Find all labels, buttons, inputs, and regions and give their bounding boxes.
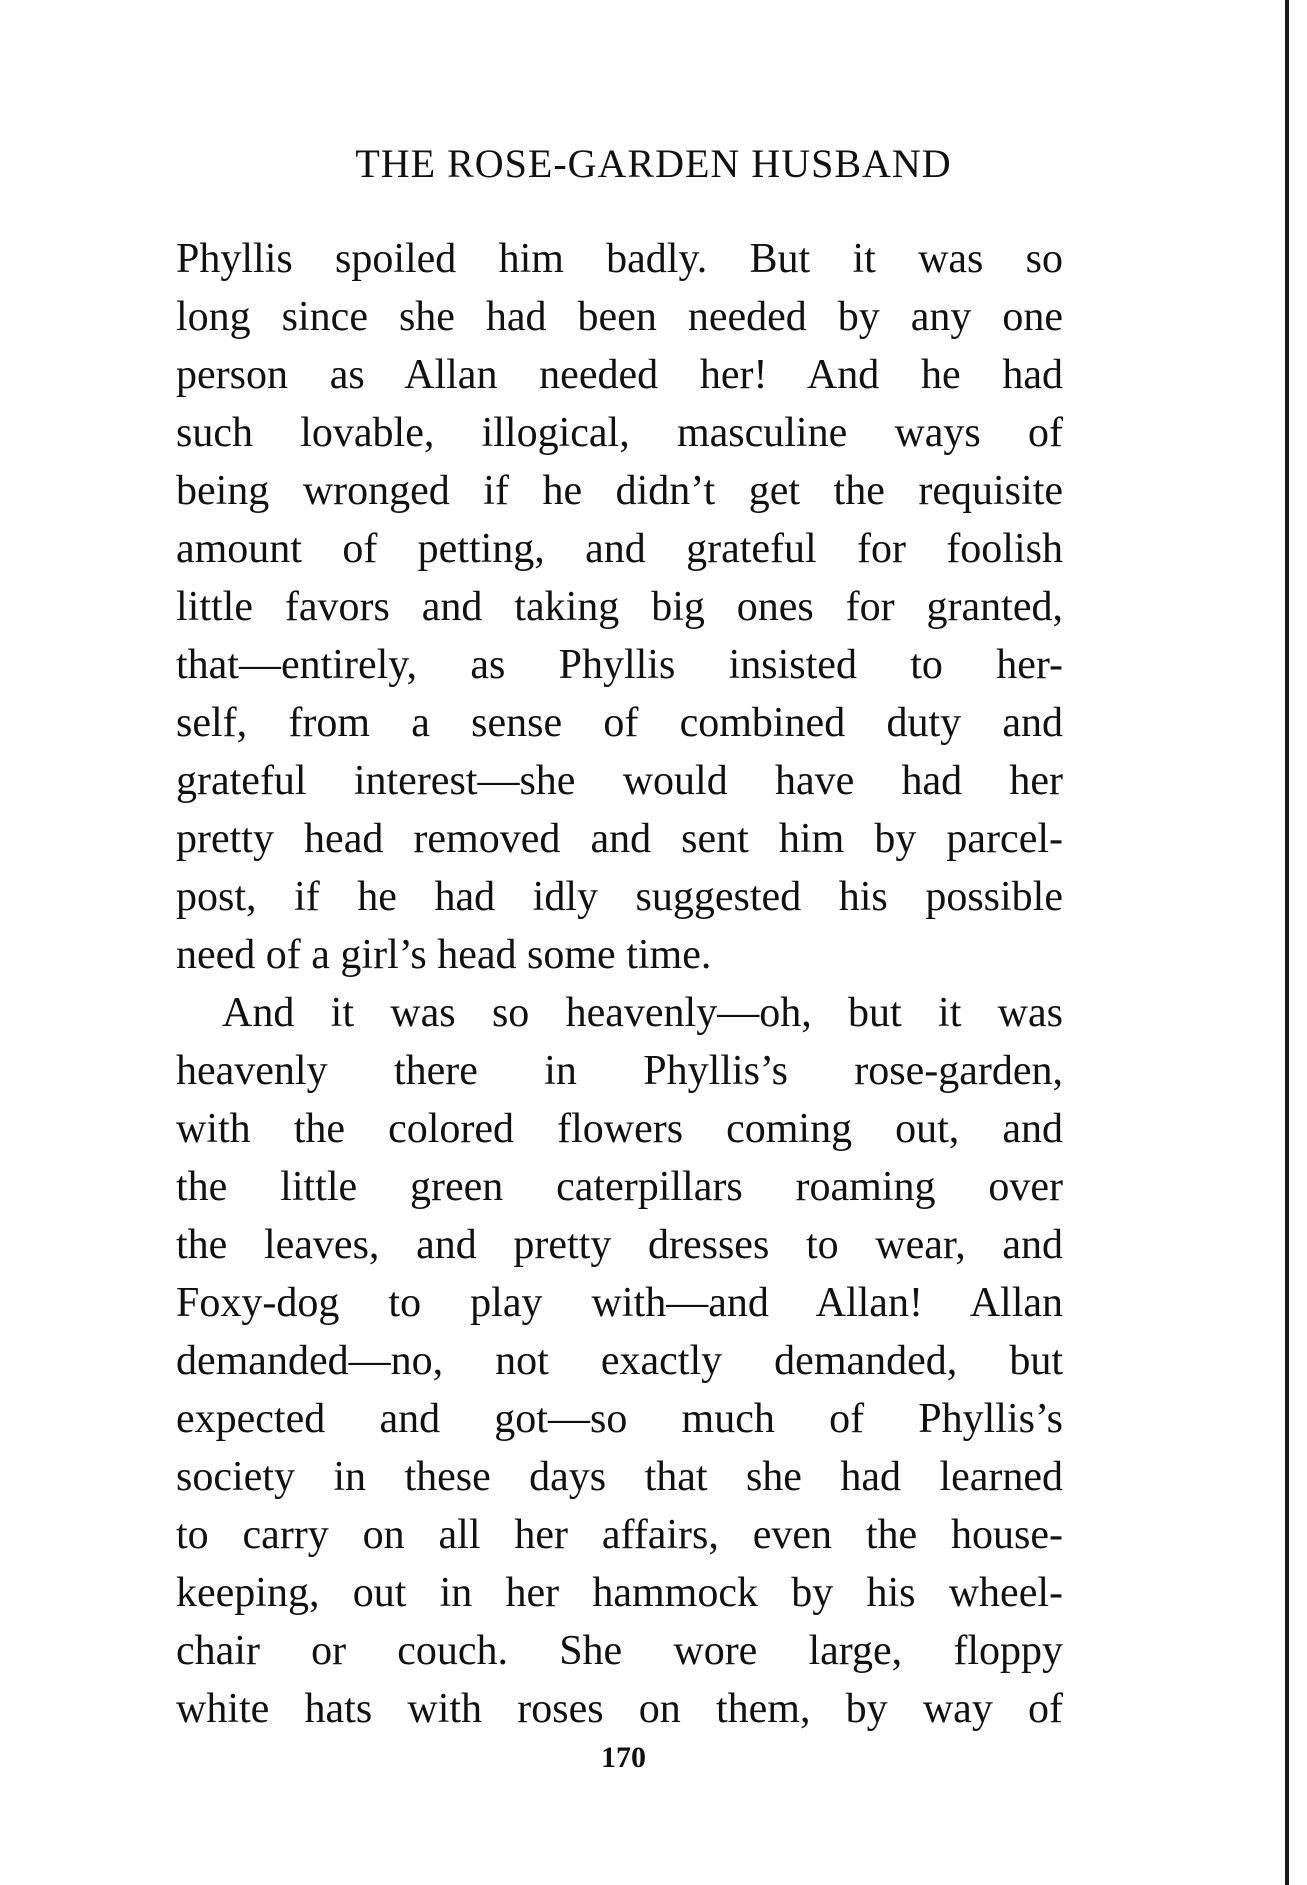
text-line: little favors and taking big ones for granted, (176, 584, 1063, 630)
page-edge-line (1285, 0, 1289, 1885)
text-line: that—entirely, as Phyllis insisted to her- (176, 642, 1063, 688)
text-line: grateful interest—she would have had her (176, 758, 1063, 804)
text-line: the little green caterpillars roaming over (176, 1164, 1063, 1210)
page-number: 170 (601, 1741, 646, 1774)
text-line: post, if he had idly suggested his possible (176, 874, 1063, 920)
text-line: expected and got—so much of Phyllis’s (176, 1396, 1063, 1442)
text-line: such lovable, illogical, masculine ways of (176, 410, 1063, 456)
text-line: long since she had been needed by any one (176, 294, 1063, 340)
text-line: heavenly there in Phyllis’s rose-garden, (176, 1048, 1063, 1094)
running-title: THE ROSE-GARDEN HUSBAND (355, 141, 952, 186)
text-line: demanded—no, not exactly demanded, but (176, 1338, 1063, 1384)
body-text (176, 230, 1063, 1738)
text-line: society in these days that she had learned (176, 1454, 1063, 1500)
text-line: Foxy-dog to play with—and Allan! Allan (176, 1280, 1063, 1326)
text-line: keeping, out in her hammock by his wheel- (176, 1570, 1063, 1616)
text-line: chair or couch. She wore large, floppy (176, 1628, 1063, 1674)
text-line: amount of petting, and grateful for foolish (176, 526, 1063, 572)
text-line: self, from a sense of combined duty and (176, 700, 1063, 746)
text-line: person as Allan needed her! And he had (176, 352, 1063, 398)
text-line: pretty head removed and sent him by parcel- (176, 816, 1063, 862)
text-line: white hats with roses on them, by way of (176, 1686, 1063, 1732)
text-line: And it was so heavenly—oh, but it was (222, 990, 1063, 1036)
text-line: the leaves, and pretty dresses to wear, and (176, 1222, 1063, 1268)
text-line: being wronged if he didn’t get the requisite (176, 468, 1063, 514)
text-line: Phyllis spoiled him badly. But it was so (176, 236, 1063, 282)
text-line: with the colored flowers coming out, and (176, 1106, 1063, 1152)
text-line: need of a girl’s head some time. (176, 932, 712, 978)
text-line: to carry on all her affairs, even the house- (176, 1512, 1063, 1558)
